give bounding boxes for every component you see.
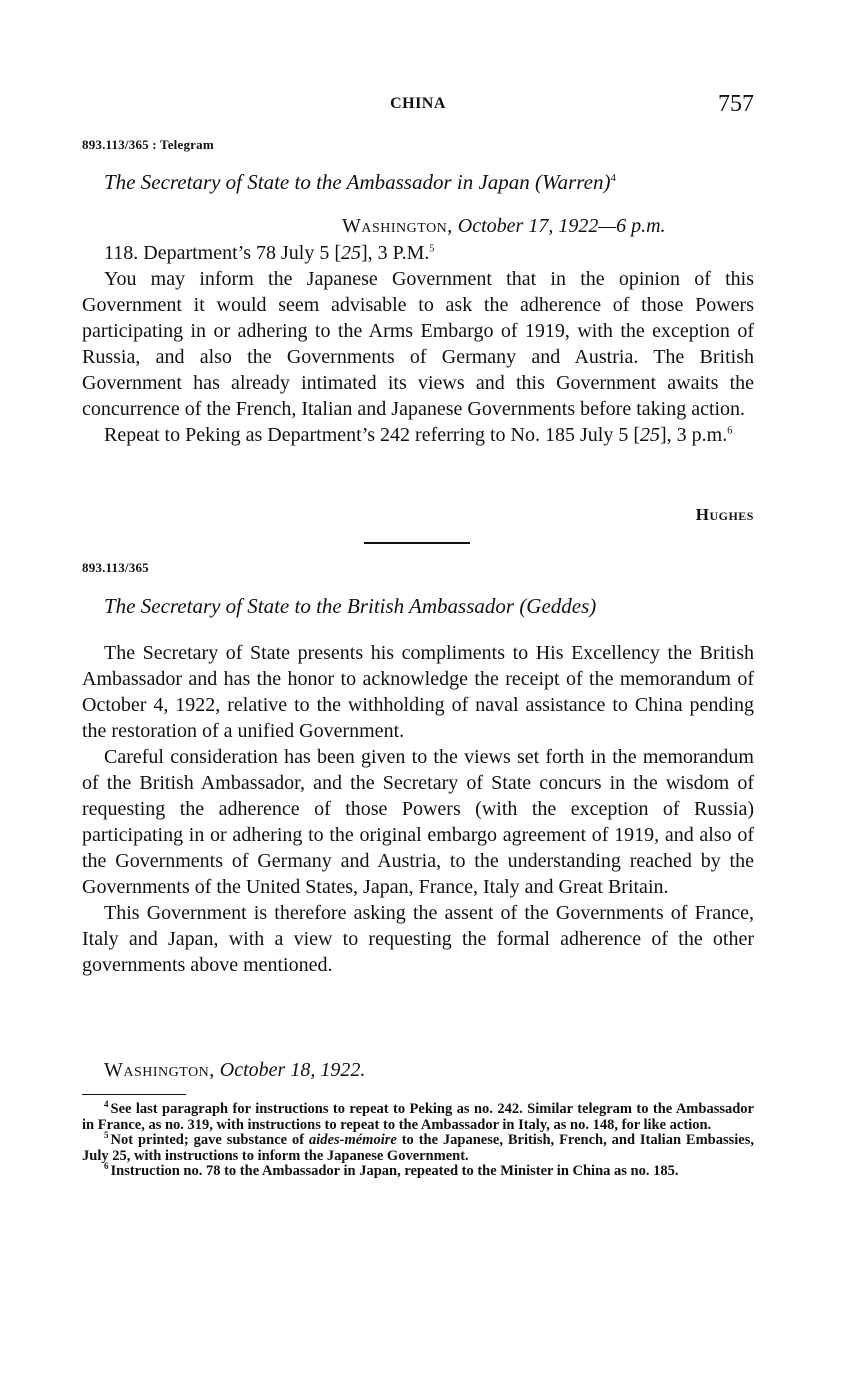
heading-text: The Secretary of State to the British Ambassador <box>104 594 515 618</box>
page-number: 757 <box>718 91 754 117</box>
dateline-place: Washington, <box>104 1059 215 1081</box>
memorandum-body <box>82 640 754 978</box>
footnote-italic: aides-mémoire <box>309 1132 397 1148</box>
file-reference: 893.113/365 <box>82 560 149 575</box>
footnote-marker: 6 <box>727 425 733 437</box>
paragraph-text: Repeat to Peking as Department’s 242 referring to No. 185 July 5 [ <box>104 424 640 446</box>
running-head <box>82 93 754 119</box>
document-heading <box>104 170 616 195</box>
paragraph: Careful consideration has been given to the views set forth in the memorandum of the British Ambassador, and the Secretary of State concurs in the wisdom of requesting the adherence of those Powers (with the exception of Russia) participating in or adhering to the original embargo agreement of 1919, and also of the Governments of Germany and Austria, to the understanding reached by the Governments of the United States, Japan, France, Italy and Great Britain. <box>82 746 754 898</box>
footnote-separator <box>82 1094 186 1095</box>
footnotes <box>82 1099 754 1180</box>
section-separator <box>364 542 470 544</box>
running-title: CHINA <box>390 95 446 112</box>
heading-recipient: (Geddes) <box>519 594 597 618</box>
footnote-number: 6 <box>104 1161 109 1172</box>
footnote-marker: 4 <box>610 172 616 184</box>
footnote-marker: 5 <box>429 243 435 255</box>
footnote-number: 5 <box>104 1130 109 1141</box>
footnote <box>82 1099 754 1133</box>
dateline <box>342 215 666 238</box>
dateline-date: October 17, 1922—6 p.m. <box>457 215 666 237</box>
paragraph-italic: 25 <box>341 242 362 264</box>
paragraph-text: ], 3 P.M. <box>361 242 430 264</box>
footnote-text: Not printed; gave substance of <box>110 1132 310 1148</box>
paragraph <box>82 240 754 266</box>
footnote-text: See last paragraph for instructions to repeat to Peking as no. 242. Similar telegram to the Ambassador in France, as no. 319, with instructions to repeat to the Ambassador in Italy, as no. 148, for like action. <box>82 1101 754 1133</box>
footnote <box>82 1161 754 1180</box>
paragraph: The Secretary of State presents his compliments to His Excellency the British Ambassador and has the honor to acknowledge the receipt of the memorandum of October 4, 1922, relative to the withholding of naval assistance to China pending the restoration of a unified Government. <box>82 642 754 742</box>
dateline-date: October 18, 1922. <box>219 1059 366 1081</box>
footnote-text: Instruction no. 78 to the Ambassador in Japan, repeated to the Minister in China as no. 185. <box>110 1163 679 1179</box>
paragraph-text: 118. Department’s 78 July 5 [ <box>104 242 342 264</box>
paragraph-italic: 25 <box>640 424 660 446</box>
footnote <box>82 1130 754 1164</box>
paragraph <box>82 422 754 448</box>
file-reference: 893.113/365 : Telegram <box>82 137 214 152</box>
paragraph: This Government is therefore asking the assent of the Governments of France, Italy and Japan, with a view to requesting the formal adherence of the other governments above mentioned. <box>82 902 754 976</box>
dateline-place: Washington, <box>342 215 453 237</box>
paragraph: You may inform the Japanese Government that in the opinion of this Government it would seem advisable to ask the adherence of those Powers participating in or adhering to the Arms Embargo of 1919, with the exception of Russia, and also the Governments of Germany and Austria. The British Government has already intimated its views and this Government awaits the concurrence of the French, Italian and Japanese Governments before taking action. <box>82 268 754 420</box>
heading-text: The Secretary of State to the Ambassador in Japan <box>104 170 530 194</box>
document-heading <box>104 594 596 619</box>
paragraph-text: ], 3 p.m. <box>660 424 728 446</box>
telegram-body <box>82 240 754 448</box>
signature: Hughes <box>695 505 754 524</box>
footnote-number: 4 <box>104 1099 109 1110</box>
closing-dateline <box>104 1059 365 1082</box>
heading-recipient: (Warren) <box>535 170 611 194</box>
footnote-text: to the Japanese, British, French, and Italian Embassies, July 25, with instructions to inform the Japanese Government. <box>82 1132 754 1164</box>
